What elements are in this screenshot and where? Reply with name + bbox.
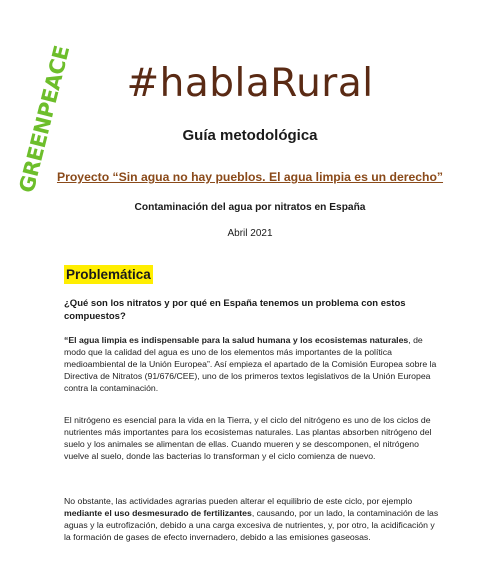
date-line: Abril 2021: [227, 228, 273, 239]
logo-wordmark: GREENPEACE: [14, 43, 75, 196]
paragraph-1: [64, 334, 442, 394]
paragraph-2: El nitrógeno es esencial para la vida en la Tierra, y el ciclo del nitrógeno es uno de los ciclos de nutrientes más importantes para los ecosistemas naturales. Las plantas absorben nitrógeno del suelo y los animales se alimentan de ellas. Cuando mueren y se descomponen, el nitrógeno vuelve al suelo, donde las bacterias lo transforman y el ciclo comienza de nuevo.: [64, 415, 432, 461]
paragraph-3: [64, 495, 442, 543]
paragraph-1-rest: , de modo que la calidad del agua es uno de los elementos más importantes de la política medioambiental de la Unión Europea”. Así empieza el apartado de la Comisión Europea sobre la Directiva de Nitratos (91/676/CEE), uno de los primeros textos legislativos de la Unión Europea contra la contaminación.: [64, 335, 437, 393]
project-title: Proyecto “Sin agua no hay pueblos. El agua limpia es un derecho”: [56, 170, 444, 184]
paragraph-1-quote: “El agua limpia es indispensable para la salud humana y los ecosistemas naturales: [64, 335, 409, 345]
section-heading: Problemática: [66, 267, 151, 282]
page-subtitle: Guía metodológica: [182, 127, 318, 144]
paragraph-3-bold: mediante el uso desmesurado de fertilizantes: [64, 508, 252, 518]
section-question: ¿Qué son los nitratos y por qué en España tenemos un problema con estos compuestos?: [64, 298, 406, 322]
page-title: #hablaRural: [126, 61, 374, 106]
paragraph-3-before: No obstante, las actividades agrarias pueden alterar el equilibrio de este ciclo, por ejemplo: [64, 496, 413, 506]
paragraph-3-after: , causando, por un lado, la contaminación de las aguas y la eutrofización, debido a una carga excesiva de nutrientes, y, por otro, la acidificación y la formación de gases de efecto invernadero, debido a las emisiones gaseosas.: [64, 508, 439, 542]
topic-line: Contaminación del agua por nitratos en España: [134, 202, 366, 213]
